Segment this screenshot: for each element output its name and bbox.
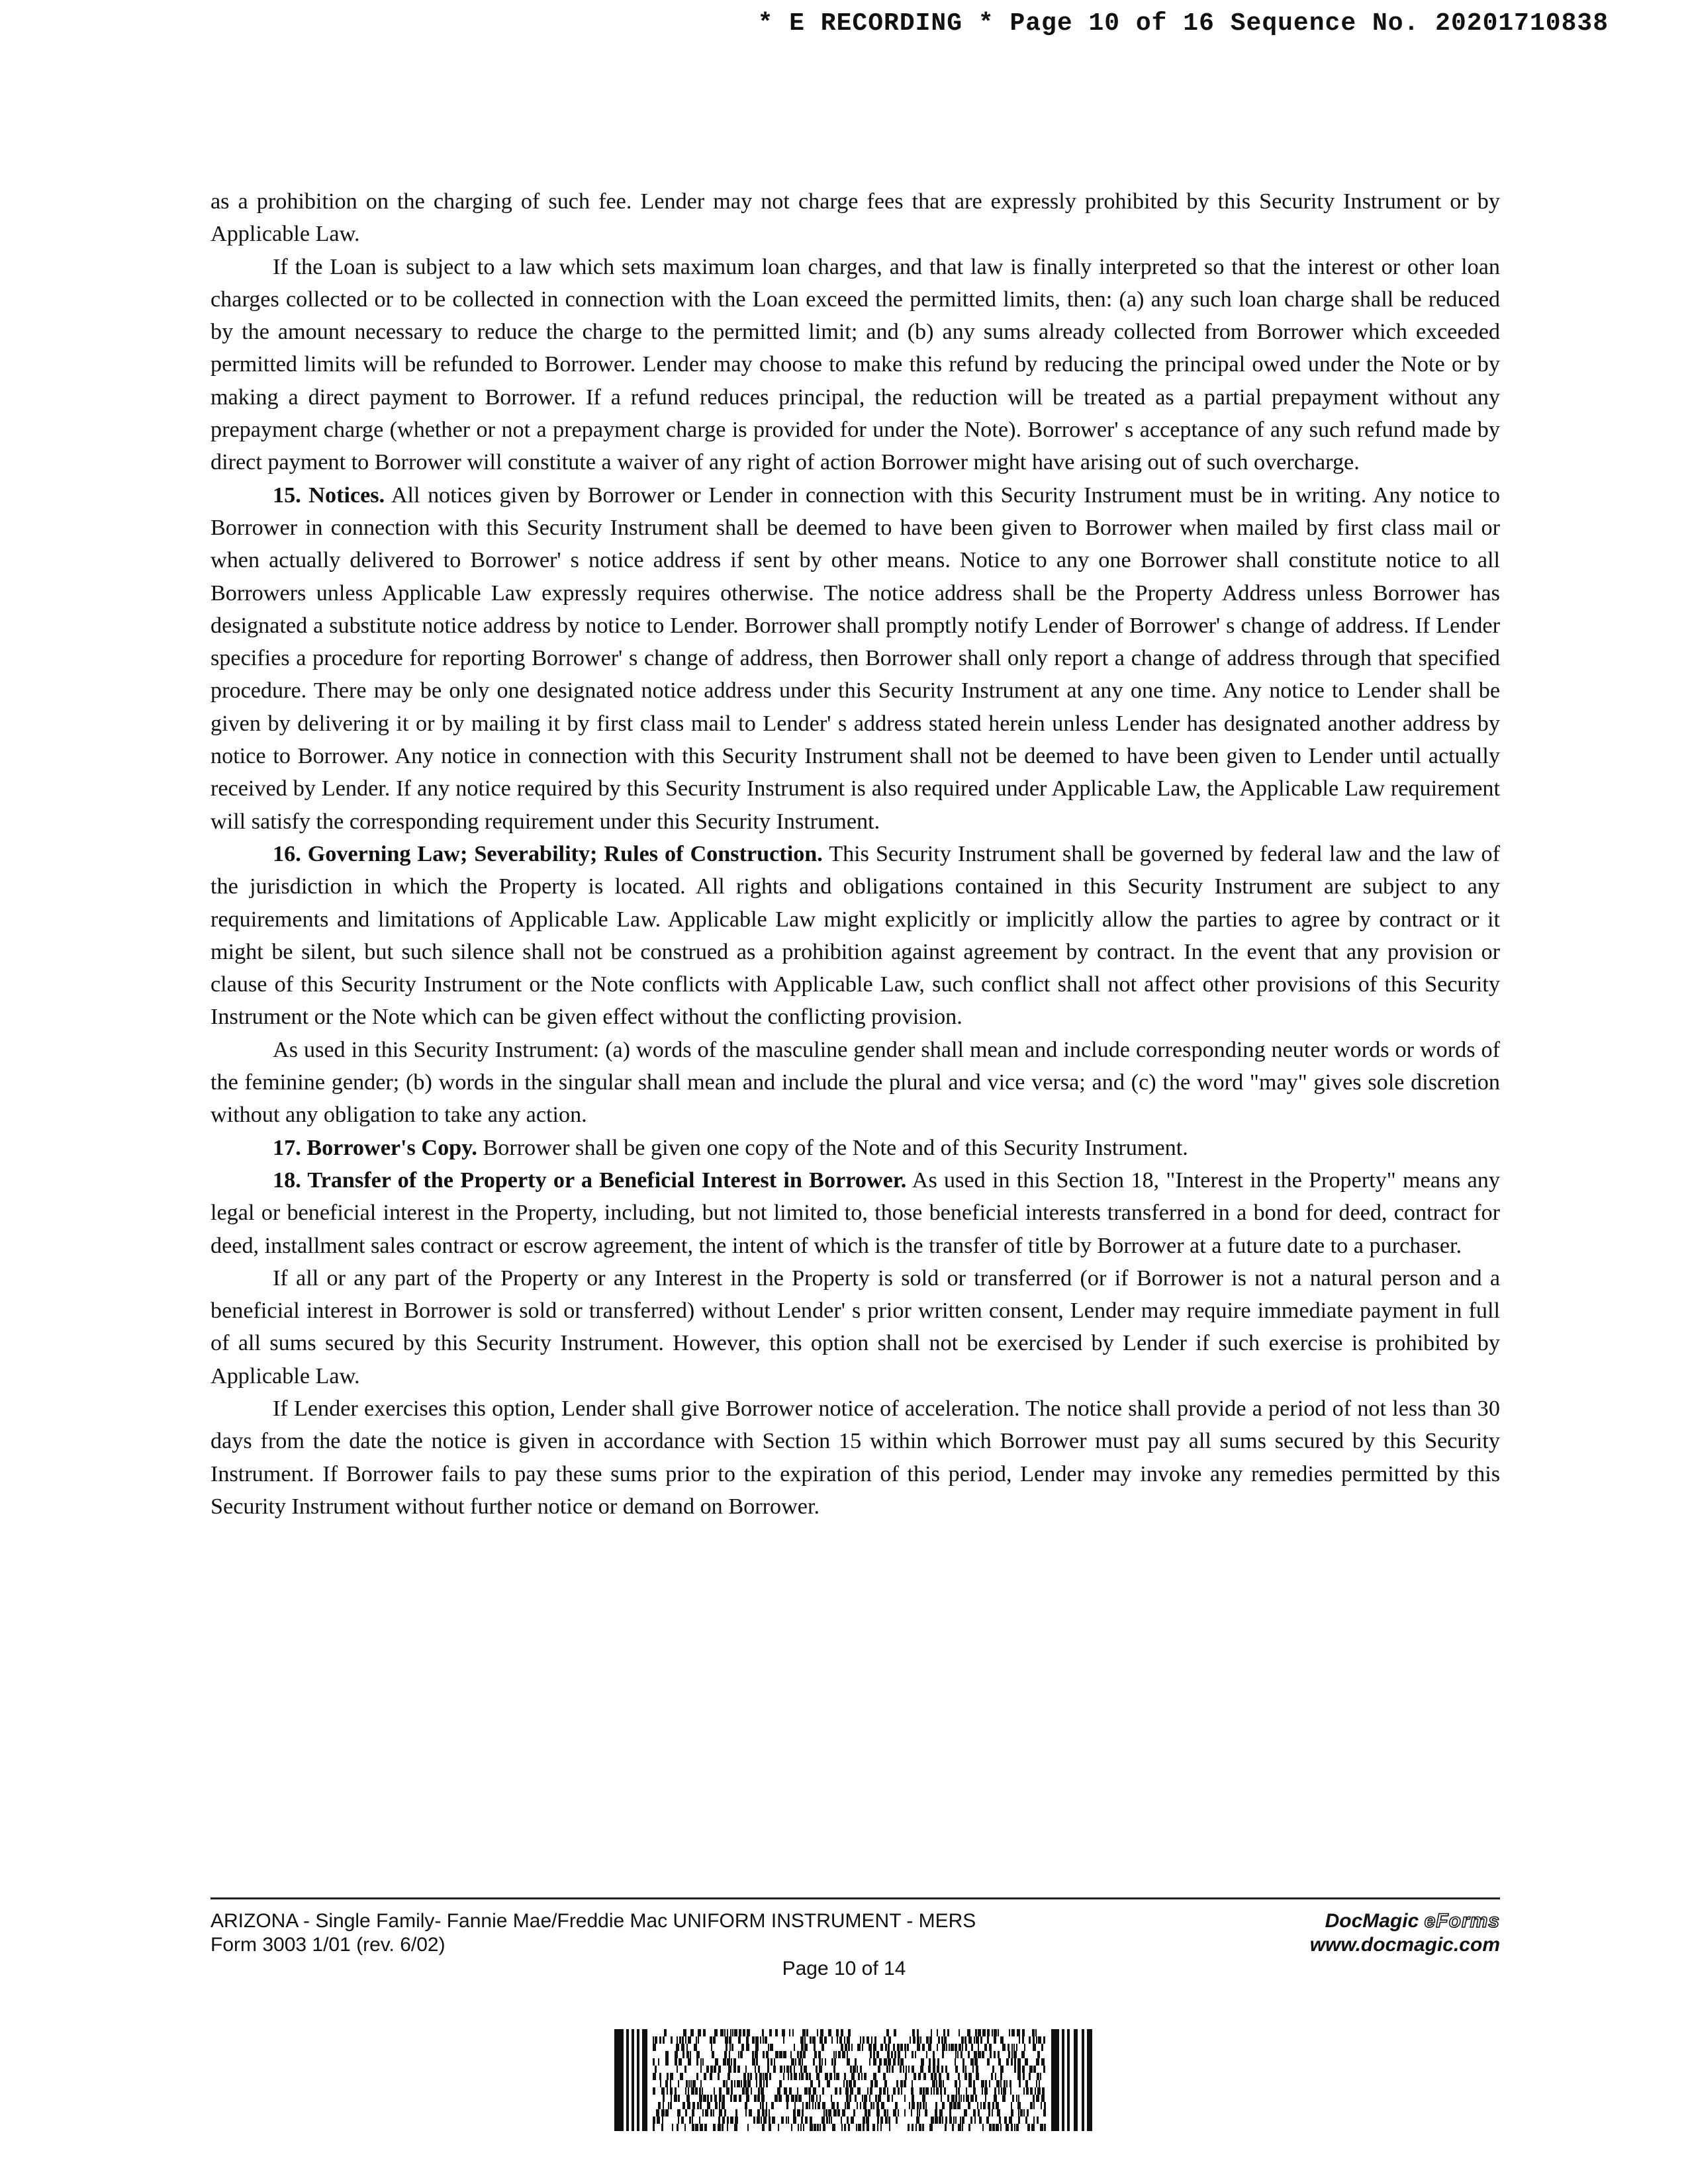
section-16-text: This Security Instrument shall be governed by federal law and the law of the jurisdiction in which the Property is located. All rights and obligations contained in this Security Instrument are subject to any requirements and limitations of Applicable Law. Applicable Law might explicitly or implicitly allow the parties to agree by contract or it might be silent, but such silence shall not be construed as a prohibition against agreement by contract. In the event that any provision or clause of this Security Instrument or the Note conflicts with Applicable Law, such conflict shall not affect other provisions of this Security Instrument or the Note which can be given effect without the conflicting provision. [211, 841, 1500, 1030]
section-17-heading: 17. Borrower's Copy. [273, 1135, 477, 1160]
section-15-heading: 15. Notices. [273, 482, 385, 508]
section-17-borrowers-copy [211, 1132, 1500, 1164]
footer-brand [1310, 1909, 1500, 1957]
paragraph-transfer-consent: If all or any part of the Property or any Interest in the Property is sold or transferred (or if Borrower is not a natural person and a beneficial interest in Borrower is sold or transferred) without Lender' s prior written consent, Lender may require immediate payment in full of all sums secured by this Security Instrument. However, this option shall not be exercised by Lender if such exercise is prohibited by Applicable Law. [211, 1265, 1500, 1388]
document-body [211, 185, 1500, 1523]
section-15-text: All notices given by Borrower or Lender in connection with this Security Instrument must be in writing. Any notice to Borrower in connection with this Security Instrument shall be deemed to have been given to Borrower when mailed by first class mail or when actually delivered to Borrower' s notice address if sent by other means. Notice to any one Borrower shall constitute notice to all Borrowers unless Applicable Law expressly requires otherwise. The notice address shall be the Property Address unless Borrower has designated a substitute notice address by notice to Lender. Borrower shall promptly notify Lender of Borrower' s change of address. If Lender specifies a procedure for reporting Borrower' s change of address, then Borrower shall only report a change of address through that specified procedure. There may be only one designated notice address under this Security Instrument at any one time. Any notice to Lender shall be given by delivering it or by mailing it by first class mail to Lender' s address stated herein unless Lender has designated another address by notice to Borrower. Any notice in connection with this Security Instrument shall not be deemed to have been given to Lender until actually received by Lender. If any notice required by this Security Instrument is also required under Applicable Law, the Applicable Law requirement will satisfy the corresponding requirement under this Security Instrument. [211, 482, 1500, 834]
brand-logo [1310, 1909, 1500, 1933]
form-title: ARIZONA - Single Family- Fannie Mae/Freddie Mac UNIFORM INSTRUMENT - MERS [211, 1910, 976, 1932]
brand-eforms: eForms [1424, 1910, 1500, 1932]
brand-website: www.docmagic.com [1309, 1934, 1500, 1956]
paragraph-fee-prohibition: as a prohibition on the charging of such fee. Lender may not charge fees that are expressly prohibited by this Security Instrument or by Applicable Law. [211, 189, 1500, 247]
section-18-transfer [211, 1164, 1500, 1262]
section-18-text: As used in this Section 18, "Interest in the Property" means any legal or beneficial interest in the Property, including, but not limited to, those beneficial interests transferred in a bond for deed, contract for deed, installment sales contract or escrow agreement, the intent of which is the transfer of title by Borrower at a future date to a purchaser. [211, 1167, 1500, 1258]
brand-name: DocMagic [1325, 1910, 1419, 1932]
paragraph-gender-rules: As used in this Security Instrument: (a) words of the masculine gender shall mean and include corresponding neuter words or words of the feminine gender; (b) words in the singular shall mean and include the plural and vice versa; and (c) the word "may" gives sole discretion without any obligation to take any action. [211, 1037, 1500, 1128]
footer-divider [211, 1897, 1500, 1899]
section-17-text: Borrower shall be given one copy of the Note and of this Security Instrument. [483, 1135, 1188, 1160]
paragraph-loan-charges: If the Loan is subject to a law which sets maximum loan charges, and that law is finally interpreted so that the interest or other loan charges collected or to be collected in connection with the Loan exceed the permitted limits, then: (a) any such loan charge shall be reduced by the amount necessary to reduce the charge to the permitted limit; and (b) any sums already collected from Borrower which exceeded permitted limits will be refunded to Borrower. Lender may choose to make this refund by reducing the principal owed under the Note or by making a direct payment to Borrower. If a refund reduces principal, the reduction will be treated as a partial prepayment without any prepayment charge (whether or not a prepayment charge is provided for under the Note). Borrower' s acceptance of any such refund made by direct payment to Borrower will constitute a waiver of any right of action Borrower might have arising out of such overcharge. [211, 254, 1500, 475]
barcode-image [614, 2029, 1092, 2131]
paragraph-acceleration: If Lender exercises this option, Lender shall give Borrower notice of acceleration. The notice shall provide a period of not less than 30 days from the date the notice is given in accordance with Section 15 within which Borrower must pay all sums secured by this Security Instrument. If Borrower fails to pay these sums prior to the expiration of this period, Lender may invoke any remedies permitted by this Security Instrument without further notice or demand on Borrower. [211, 1396, 1500, 1519]
section-16-heading: 16. Governing Law; Severability; Rules of Construction. [273, 841, 823, 866]
recording-stamp: * E RECORDING * Page 10 of 16 Sequence No. 20201710838 [757, 9, 1609, 38]
page-number: Page 10 of 14 [782, 1958, 906, 1979]
section-18-heading: 18. Transfer of the Property or a Beneficial Interest in Borrower. [273, 1167, 907, 1193]
footer-form-info [211, 1909, 976, 1957]
section-15-notices [211, 479, 1500, 838]
form-number: Form 3003 1/01 (rev. 6/02) [211, 1934, 445, 1956]
section-16-governing-law [211, 838, 1500, 1034]
